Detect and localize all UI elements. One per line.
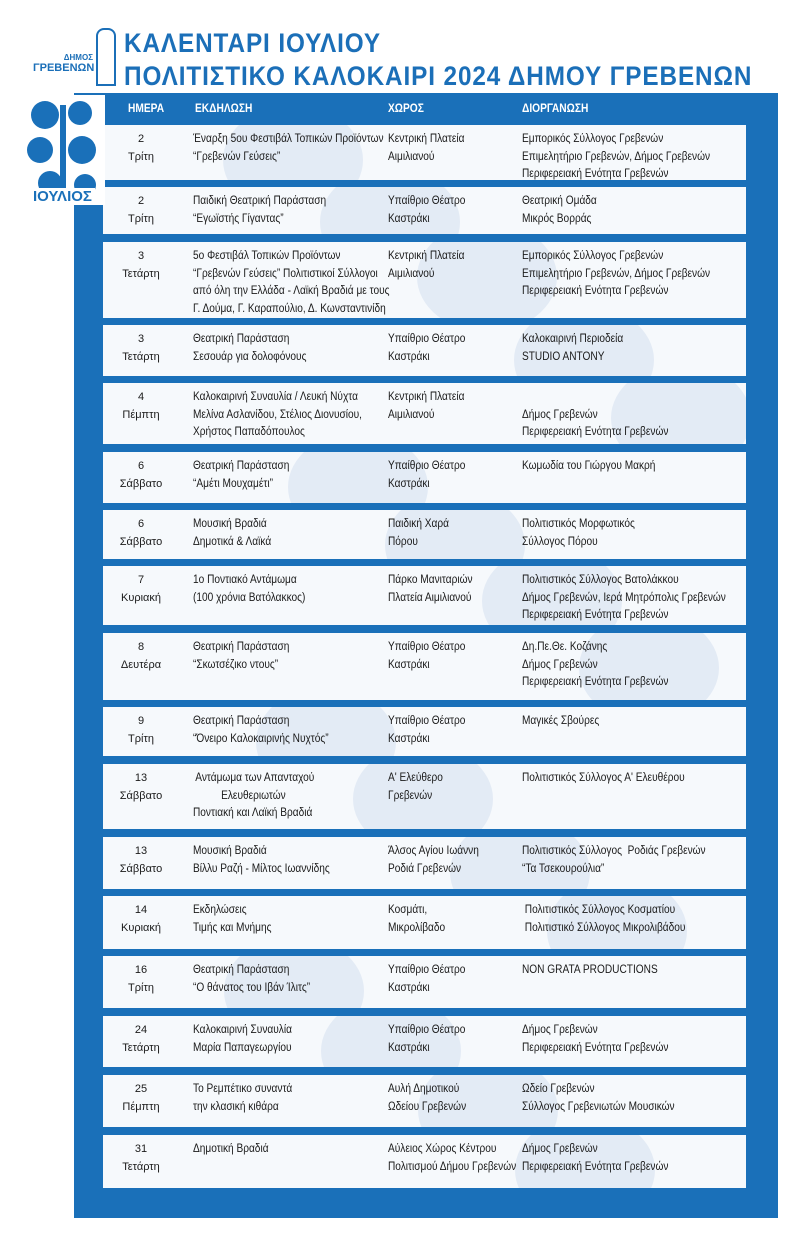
cell-line: “Τα Τσεκουρούλια” bbox=[522, 862, 605, 875]
event-cell bbox=[193, 713, 329, 748]
cell-line: Ελευθεριωτών bbox=[193, 789, 286, 802]
cell-line: 24 bbox=[134, 1024, 148, 1036]
cell-line: Εμπορικός Σύλλογος Γρεβενών bbox=[522, 250, 664, 262]
organizer-cell bbox=[522, 1141, 668, 1176]
cell-line: 3 bbox=[137, 250, 145, 262]
cell-line: Δήμος Γρεβενών, Ιερά Μητρόπολις Γρεβενών bbox=[522, 591, 726, 604]
cell-line: Α' Ελεύθερο bbox=[388, 772, 443, 784]
cell-line: Πολιτιστικός Μορφωτικός bbox=[522, 518, 635, 530]
venue-cell bbox=[388, 1022, 465, 1057]
header-event: ΕΚΔΗΛΩΣΗ bbox=[195, 101, 253, 115]
cell-line: Τετάρτη bbox=[122, 350, 160, 363]
event-cell bbox=[193, 639, 289, 674]
cell-line: 13 bbox=[134, 772, 148, 784]
organizer-cell bbox=[522, 458, 655, 476]
cell-line: Περιφερειακή Ενότητα Γρεβενών bbox=[522, 285, 669, 297]
venue-cell bbox=[388, 248, 465, 283]
cell-line: Αντάμωμα των Απανταχού bbox=[193, 772, 315, 784]
cell-line: Ωδείου Γρεβενών bbox=[388, 1100, 467, 1113]
cell-line: Καστράκι bbox=[388, 1041, 430, 1054]
cell-line: “Εγωϊστής Γίγαντας” bbox=[193, 212, 284, 225]
cell-line: “Ο θάνατος του Ιβάν Ίλιτς” bbox=[193, 981, 311, 994]
cell-line: Πέμπτη bbox=[122, 1100, 160, 1113]
cell-line: 3 bbox=[137, 333, 145, 345]
cell-line: Δημοτική Βραδιά bbox=[193, 1143, 269, 1155]
cell-line: Τετάρτη bbox=[122, 1041, 160, 1054]
day-cell bbox=[117, 193, 165, 228]
header-organizer: ΔΙΟΡΓΑΝΩΣΗ bbox=[522, 101, 589, 115]
page-title: ΚΑΛΕΝΤΑΡΙ ΙΟΥΛΙΟΥ bbox=[124, 28, 382, 58]
table-row bbox=[103, 896, 746, 949]
cell-line: Άλσος Αγίου Ιωάννη bbox=[388, 845, 479, 857]
header-day: ΗΜΕΡΑ bbox=[128, 101, 165, 115]
cell-line: Καστράκι bbox=[388, 212, 430, 225]
cell-line: Πέμπτη bbox=[122, 408, 160, 421]
cell-line: Θεατρική Παράσταση bbox=[193, 333, 290, 345]
event-cell bbox=[193, 962, 310, 997]
event-cell bbox=[193, 843, 330, 878]
cell-line: Σάββατο bbox=[119, 789, 163, 802]
cell-line: Βίλλυ Ραζή - Μίλτος Ιωαννίδης bbox=[193, 862, 330, 875]
event-cell bbox=[193, 572, 305, 607]
cell-line: Μαρία Παπαγεωργίου bbox=[193, 1041, 292, 1054]
cell-line: Σεσουάρ για δολοφόνους bbox=[193, 350, 307, 363]
cell-line bbox=[522, 389, 668, 407]
event-cell bbox=[193, 248, 390, 318]
organizer-cell bbox=[522, 131, 710, 180]
cell-line: NON GRATA PRODUCTIONS bbox=[522, 964, 658, 976]
venue-cell bbox=[388, 1141, 516, 1176]
table-row bbox=[103, 566, 746, 625]
cell-line: Μικρολίβαδο bbox=[388, 921, 446, 934]
cell-line: Έναρξη 5ου Φεστιβάλ Τοπικών Προϊόντων bbox=[193, 133, 384, 145]
cell-line: 6 bbox=[137, 518, 145, 530]
day-cell bbox=[117, 516, 165, 551]
cell-line: Θεατρική Παράσταση bbox=[193, 715, 290, 727]
event-cell bbox=[193, 516, 271, 551]
cell-line: Δήμος Γρεβενών bbox=[522, 408, 598, 421]
organizer-cell bbox=[522, 770, 685, 788]
cell-line: 14 bbox=[134, 904, 148, 916]
table-row bbox=[103, 510, 746, 559]
cell-line: Καστράκι bbox=[388, 350, 430, 363]
venue-cell bbox=[388, 131, 465, 166]
cell-line: Επιμελητήριο Γρεβενών, Δήμος Γρεβενών bbox=[522, 267, 711, 280]
cell-line: Περιφερειακή Ενότητα Γρεβενών bbox=[522, 168, 669, 180]
cell-line: “Γρεβενών Γεύσεις” Πολιτιστικοί Σύλλογοι bbox=[193, 267, 378, 280]
cell-line: 8 bbox=[137, 641, 145, 653]
cell-line: Μαγικές Σβούρες bbox=[522, 715, 600, 727]
cell-line: Περιφερειακή Ενότητα Γρεβενών bbox=[522, 676, 669, 688]
cell-line: Καλοκαιρινή Συναυλία bbox=[193, 1024, 292, 1036]
cell-line: Αύλειος Χώρος Κέντρου bbox=[388, 1143, 497, 1155]
table-row bbox=[103, 633, 746, 700]
event-cell bbox=[193, 331, 306, 366]
table-row bbox=[103, 242, 746, 318]
table-row bbox=[103, 707, 746, 756]
cell-line: Σάββατο bbox=[119, 477, 163, 490]
organizer-cell bbox=[522, 1081, 675, 1116]
cell-line: Σύλλογος Πόρου bbox=[522, 535, 598, 548]
cell-line: Υπαίθριο Θέατρο bbox=[388, 715, 466, 727]
day-cell bbox=[117, 331, 165, 366]
cell-line: Κεντρική Πλατεία bbox=[388, 391, 465, 403]
venue-cell bbox=[388, 572, 473, 607]
day-cell bbox=[117, 248, 165, 283]
cell-line: Πόρου bbox=[388, 535, 418, 548]
cell-line: (100 χρόνια Βατόλακκος) bbox=[193, 591, 306, 604]
cell-line: Πολιτισμού Δήμου Γρεβενών bbox=[388, 1160, 517, 1173]
organizer-cell bbox=[522, 572, 726, 625]
cell-line: Αιμιλιανού bbox=[388, 267, 435, 280]
cell-line: Καστράκι bbox=[388, 981, 430, 994]
cell-line: Δήμος Γρεβενών bbox=[522, 1143, 598, 1155]
table-row bbox=[103, 125, 746, 180]
cell-line: 13 bbox=[134, 845, 148, 857]
organizer-cell bbox=[522, 193, 597, 228]
cell-line: Αυλή Δημοτικού bbox=[388, 1083, 460, 1095]
cell-line: Αιμιλιανού bbox=[388, 408, 435, 421]
venue-cell bbox=[388, 389, 465, 424]
logo-line1: ΔΗΜΟΣ bbox=[63, 53, 93, 62]
venue-cell bbox=[388, 1081, 466, 1116]
cell-line: Περιφερειακή Ενότητα Γρεβενών bbox=[522, 609, 669, 621]
day-cell bbox=[117, 1022, 165, 1057]
table-row bbox=[103, 1016, 746, 1067]
logo-line2: ΓΡΕΒΕΝΩΝ bbox=[33, 62, 95, 74]
cell-line: Αιμιλιανού bbox=[388, 150, 435, 163]
cell-line: Κοσμάτι, bbox=[388, 904, 428, 916]
cell-line: Υπαίθριο Θέατρο bbox=[388, 195, 466, 207]
cell-line: Υπαίθριο Θέατρο bbox=[388, 460, 466, 472]
organizer-cell bbox=[522, 639, 668, 692]
cell-line: Περιφερειακή Ενότητα Γρεβενών bbox=[522, 426, 669, 438]
cell-line: Εμπορικός Σύλλογος Γρεβενών bbox=[522, 133, 664, 145]
page-subtitle: ΠΟΛΙΤΙΣΤΙΚΟ ΚΑΛΟΚΑΙΡΙ 2024 ΔΗΜΟΥ ΓΡΕΒΕΝΩΝ bbox=[124, 61, 753, 91]
cell-line: Ωδείο Γρεβενών bbox=[522, 1083, 595, 1095]
cell-line: Δημοτικά & Λαϊκά bbox=[193, 535, 272, 548]
cell-line: Εκδηλώσεις bbox=[193, 904, 247, 916]
cell-line: Γ. Δούμα, Γ. Καραπούλιο, Δ. Κωνσταντινίδη bbox=[193, 302, 386, 315]
month-label: ΙΟΥΛΙΟΣ bbox=[30, 188, 95, 205]
cell-line: Περιφερειακή Ενότητα Γρεβενών bbox=[522, 1160, 669, 1173]
organizer-cell bbox=[522, 713, 599, 731]
cell-line: Μικρός Βορράς bbox=[522, 212, 592, 225]
cell-line: Τρίτη bbox=[128, 732, 154, 745]
table-row bbox=[103, 383, 746, 444]
cell-line: Καστράκι bbox=[388, 658, 430, 671]
day-cell bbox=[117, 131, 165, 166]
day-cell bbox=[117, 770, 165, 805]
venue-cell bbox=[388, 770, 443, 805]
cell-line: Το Ρεμπέτικο συναντά bbox=[193, 1083, 293, 1095]
event-cell bbox=[193, 902, 272, 937]
table-row bbox=[103, 837, 746, 889]
day-cell bbox=[117, 572, 165, 607]
organizer-cell bbox=[522, 248, 710, 301]
event-cell bbox=[193, 770, 314, 823]
venue-cell bbox=[388, 713, 465, 748]
table-row bbox=[103, 452, 746, 503]
cell-line: Σάββατο bbox=[119, 862, 163, 875]
organizer-cell bbox=[522, 962, 658, 980]
cell-line: Παιδική Χαρά bbox=[388, 518, 450, 530]
cell-line: Υπαίθριο Θέατρο bbox=[388, 641, 466, 653]
day-cell bbox=[117, 962, 165, 997]
cell-line: 25 bbox=[134, 1083, 148, 1095]
cell-line: Χρήστος Παπαδόπουλος bbox=[193, 426, 305, 438]
cell-line: Μουσική Βραδιά bbox=[193, 518, 267, 530]
event-cell bbox=[193, 1081, 292, 1116]
cell-line: Θεατρική Παράσταση bbox=[193, 641, 290, 653]
cell-line: Τρίτη bbox=[128, 150, 154, 163]
cell-line: Τρίτη bbox=[128, 212, 154, 225]
venue-cell bbox=[388, 639, 465, 674]
clock-tower-icon bbox=[96, 28, 116, 86]
cell-line: 7 bbox=[137, 574, 145, 586]
cell-line: 1ο Ποντιακό Αντάμωμα bbox=[193, 574, 297, 586]
venue-cell bbox=[388, 331, 465, 366]
cell-line: 31 bbox=[134, 1143, 148, 1155]
cell-line: Σύλλογος Γρεβενιωτών Μουσικών bbox=[522, 1100, 675, 1113]
event-cell bbox=[193, 131, 384, 166]
cell-line: “Αμέτι Μουχαμέτι” bbox=[193, 477, 273, 490]
venue-cell bbox=[388, 193, 465, 228]
organizer-cell bbox=[522, 331, 623, 366]
table-row bbox=[103, 187, 746, 234]
cell-line: Πολιτιστικός Σύλλογος Κοσματίου bbox=[522, 904, 676, 916]
cell-line: Καλοκαιρινή Συναυλία / Λευκή Νύχτα bbox=[193, 391, 358, 403]
cell-line: Πολιτιστικός Σύλλογος Ροδιάς Γρεβενών bbox=[522, 845, 706, 857]
cell-line: Κυριακή bbox=[120, 921, 162, 934]
day-cell bbox=[117, 639, 165, 674]
cell-line: Κεντρική Πλατεία bbox=[388, 250, 465, 262]
cell-line: Γρεβενών bbox=[388, 789, 433, 802]
cell-line: Δευτέρα bbox=[120, 658, 162, 671]
day-cell bbox=[117, 389, 165, 424]
organizer-cell bbox=[522, 516, 635, 551]
cell-line: “Όνειρο Καλοκαιρινής Νυχτός” bbox=[193, 732, 329, 745]
event-cell bbox=[193, 193, 326, 228]
cell-line: Κωμωδία του Γιώργου Μακρή bbox=[522, 460, 656, 472]
venue-cell bbox=[388, 962, 465, 997]
cell-line: “Σκωτσέζικο ντους” bbox=[193, 658, 279, 671]
day-cell bbox=[117, 458, 165, 493]
cell-line: την κλασική κιθάρα bbox=[193, 1100, 279, 1113]
table-row bbox=[103, 764, 746, 829]
cell-line: STUDIO ANTONY bbox=[522, 350, 605, 363]
header-venue: ΧΩΡΟΣ bbox=[388, 101, 424, 115]
organizer-cell bbox=[522, 902, 685, 937]
table-row bbox=[103, 1135, 746, 1188]
cell-line: Θεατρική Παράσταση bbox=[193, 964, 290, 976]
event-cell bbox=[193, 1022, 292, 1057]
cell-line: Καστράκι bbox=[388, 477, 430, 490]
cell-line: Τετάρτη bbox=[122, 1160, 160, 1173]
cell-line: 2 bbox=[137, 195, 145, 207]
day-cell bbox=[117, 1141, 165, 1176]
cell-line: Θεατρική Παράσταση bbox=[193, 460, 290, 472]
cell-line: Πολιτιστικός Σύλλογος Α' Ελευθέρου bbox=[522, 772, 685, 784]
event-cell bbox=[193, 389, 362, 442]
cell-line: Σάββατο bbox=[119, 535, 163, 548]
day-cell bbox=[117, 1081, 165, 1116]
cell-line: Υπαίθριο Θέατρο bbox=[388, 333, 466, 345]
cell-line: από όλη την Ελλάδα - Λαϊκή Βραδιά με τους bbox=[193, 285, 390, 297]
cell-line: Δήμος Γρεβενών bbox=[522, 658, 598, 671]
cell-line: 5ο Φεστιβάλ Τοπικών Προϊόντων bbox=[193, 250, 341, 262]
cell-line: Τρίτη bbox=[128, 981, 154, 994]
cell-line: 16 bbox=[134, 964, 148, 976]
venue-cell bbox=[388, 902, 445, 937]
venue-cell bbox=[388, 843, 479, 878]
cell-line: Καστράκι bbox=[388, 732, 430, 745]
cell-line: Τιμής και Μνήμης bbox=[193, 921, 272, 934]
day-cell bbox=[117, 843, 165, 878]
cell-line: 9 bbox=[137, 715, 145, 727]
cell-line: Ποντιακή και Λαϊκή Βραδιά bbox=[193, 807, 313, 819]
cell-line: Δήμος Γρεβενών bbox=[522, 1024, 598, 1036]
cell-line: Πολιτιστικό Σύλλογος Μικρολιβάδου bbox=[522, 921, 686, 934]
table-row bbox=[103, 956, 746, 1008]
cell-line: Παιδική Θεατρική Παράσταση bbox=[193, 195, 327, 207]
cell-line: Μουσική Βραδιά bbox=[193, 845, 267, 857]
cell-line: 6 bbox=[137, 460, 145, 472]
day-cell bbox=[117, 713, 165, 748]
cell-line: 2 bbox=[137, 133, 145, 145]
cell-line: Δη.Πε.Θε. Κοζάνης bbox=[522, 641, 608, 653]
cell-line: Καλοκαιρινή Περιοδεία bbox=[522, 333, 624, 345]
cell-line: Ροδιά Γρεβενών bbox=[388, 862, 462, 875]
table-row bbox=[103, 1075, 746, 1127]
day-cell bbox=[117, 902, 165, 937]
cell-line: Πολιτιστικός Σύλλογος Βατολάκκου bbox=[522, 574, 679, 586]
cell-line: 4 bbox=[137, 391, 145, 403]
logo-text bbox=[33, 52, 93, 74]
event-cell bbox=[193, 458, 289, 493]
organizer-cell bbox=[522, 843, 706, 878]
cell-line: Περιφερειακή Ενότητα Γρεβενών bbox=[522, 1041, 669, 1054]
cell-line: Πλατεία Αιμιλιανού bbox=[388, 591, 472, 604]
cell-line: Πάρκο Μανιταριών bbox=[388, 574, 473, 586]
cell-line: Τετάρτη bbox=[122, 267, 160, 280]
venue-cell bbox=[388, 458, 465, 493]
cell-line: Υπαίθριο Θέατρο bbox=[388, 964, 466, 976]
cell-line: Μελίνα Ασλανίδου, Στέλιος Διονυσίου, bbox=[193, 408, 362, 421]
cell-line: Επιμελητήριο Γρεβενών, Δήμος Γρεβενών bbox=[522, 150, 711, 163]
organizer-cell bbox=[522, 1022, 668, 1057]
cell-line: “Γρεβενών Γεύσεις” bbox=[193, 150, 281, 163]
cell-line: Θεατρική Ομάδα bbox=[522, 195, 597, 207]
cell-line: Κυριακή bbox=[120, 591, 162, 604]
cell-line: Κεντρική Πλατεία bbox=[388, 133, 465, 145]
event-cell bbox=[193, 1141, 269, 1159]
table-row bbox=[103, 325, 746, 376]
cell-line: Υπαίθριο Θέατρο bbox=[388, 1024, 466, 1036]
venue-cell bbox=[388, 516, 449, 551]
organizer-cell bbox=[522, 389, 668, 442]
